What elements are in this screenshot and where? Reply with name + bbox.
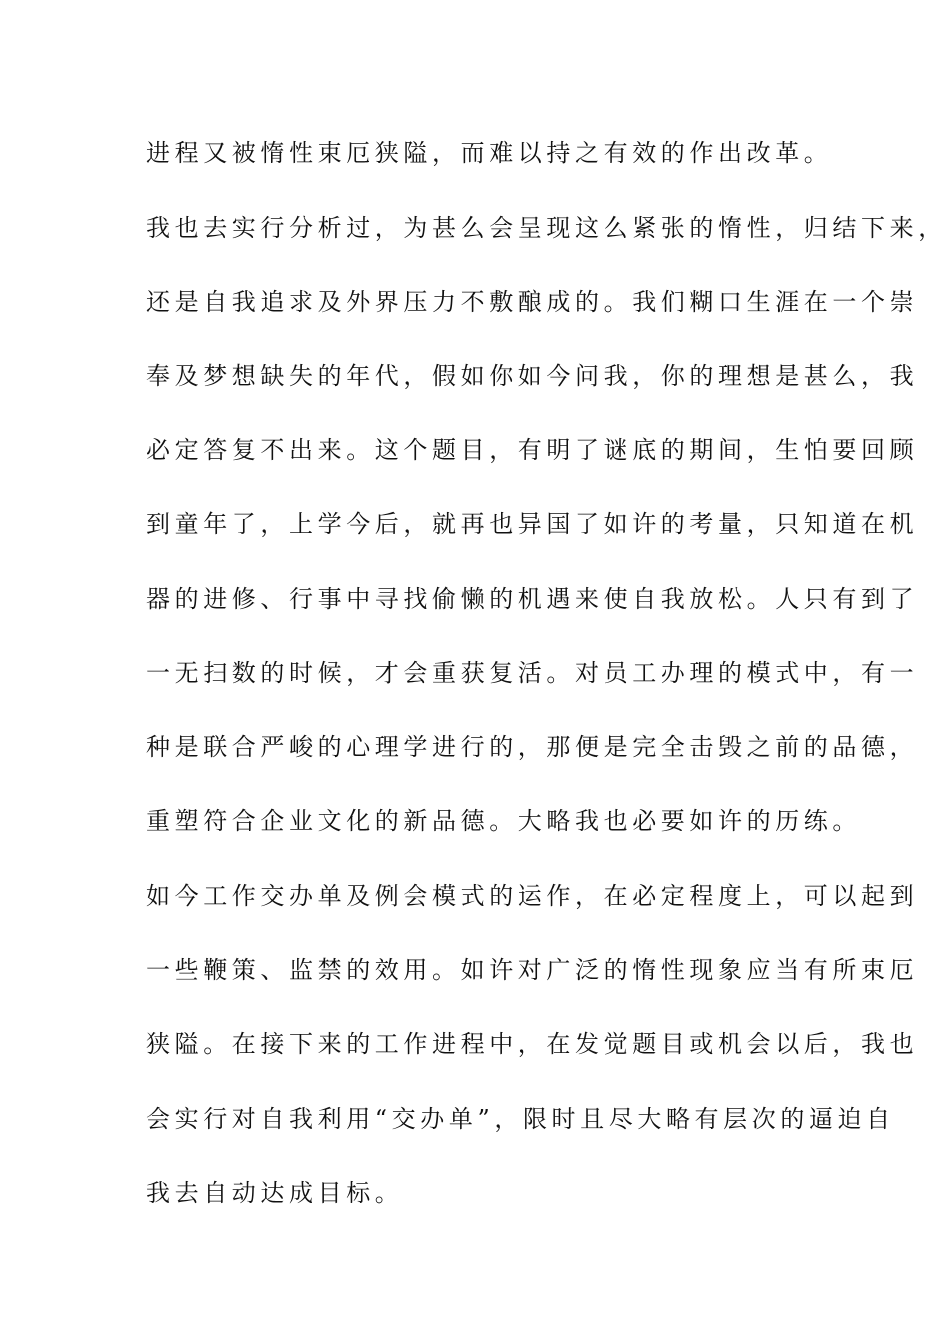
text-line: 我也去实行分析过，为甚么会呈现这么紧张的惰性，归结下来， bbox=[146, 214, 947, 242]
text-line: 还是自我追求及外界压力不敷酿成的。我们糊口生涯在一个崇 bbox=[146, 288, 919, 316]
text-line: 奉及梦想缺失的年代，假如你如今问我，你的理想是甚么，我 bbox=[146, 362, 919, 390]
text-line: 如今工作交办单及例会模式的运作，在必定程度上，可以起到 bbox=[146, 882, 919, 910]
text-line: 进程又被惰性束厄狭隘，而难以持之有效的作出改革。 bbox=[146, 139, 833, 167]
text-line: 一无扫数的时候，才会重获复活。对员工办理的模式中，有一 bbox=[146, 659, 919, 687]
text-line: 狭隘。在接下来的工作进程中，在发觉题目或机会以后，我也 bbox=[146, 1030, 919, 1058]
text-line: 会实行对自我利用“交办单”，限时且尽大略有层次的逼迫自 bbox=[146, 1105, 895, 1133]
text-line: 到童年了，上学今后，就再也异国了如许的考量，只知道在机 bbox=[146, 510, 919, 538]
text-line: 种是联合严峻的心理学进行的，那便是完全击毁之前的品德， bbox=[146, 733, 919, 761]
text-line: 我去自动达成目标。 bbox=[146, 1179, 404, 1207]
text-line: 一些鞭策、监禁的效用。如许对广泛的惰性现象应当有所束厄 bbox=[146, 956, 919, 984]
text-line: 重塑符合企业文化的新品德。大略我也必要如许的历练。 bbox=[146, 807, 861, 835]
text-line: 器的进修、行事中寻找偷懒的机遇来使自我放松。人只有到了 bbox=[146, 585, 919, 613]
text-line: 必定答复不出来。这个题目，有明了谜底的期间，生怕要回顾 bbox=[146, 436, 919, 464]
